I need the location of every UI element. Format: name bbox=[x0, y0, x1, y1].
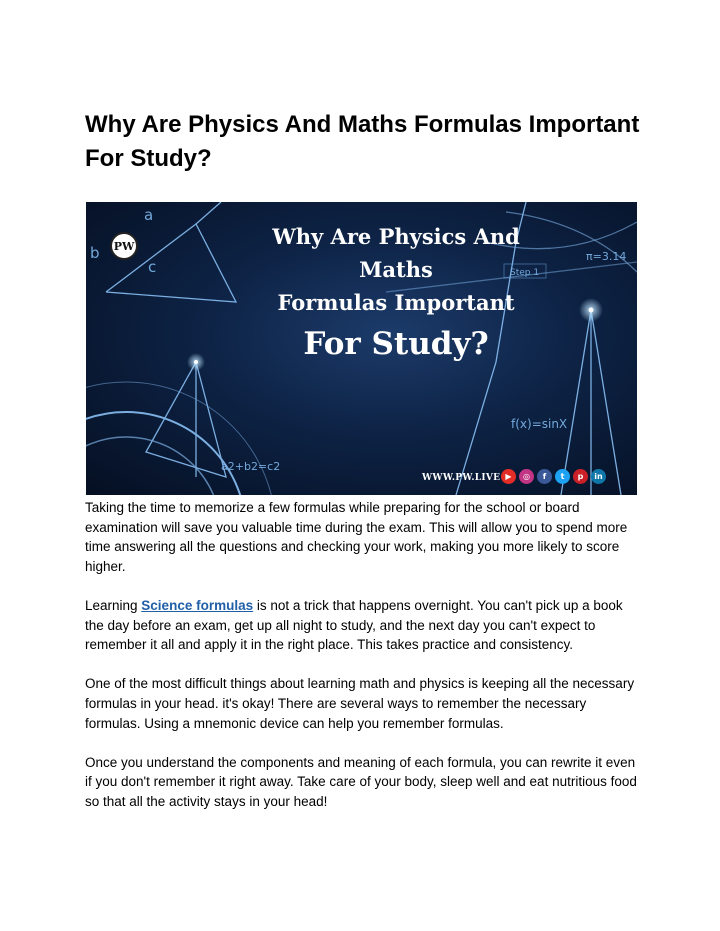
banner-headline bbox=[231, 220, 561, 367]
science-formulas-link[interactable]: Science formulas bbox=[141, 597, 254, 613]
paragraph-1: Taking the time to memorize a few formulas while preparing for the school or board examination will save you valuable time during the exam. This will allow you to spend more time answering all the questions and checking your work, making you more likely to score higher. bbox=[85, 500, 628, 574]
twitter-icon: t bbox=[555, 469, 570, 484]
paragraph-4: Once you understand the components and meaning of each formula, you can rewrite it even if you don't remember it right away. Take care of your body, sleep well and eat nutritious food so that all the activity stays in your head! bbox=[85, 754, 637, 809]
instagram-icon: ◎ bbox=[519, 469, 534, 484]
facebook-icon: f bbox=[537, 469, 552, 484]
math-label-pi: π=3.14 bbox=[586, 250, 627, 263]
banner-headline-line-3: Formulas Important bbox=[277, 290, 515, 315]
paragraph-2-lead: Learning bbox=[85, 597, 142, 613]
article-banner-image bbox=[86, 202, 637, 495]
math-label-pythagoras: a2+b2=c2 bbox=[221, 460, 281, 473]
paragraph-2 bbox=[85, 596, 641, 655]
banner-headline-line-2: Maths bbox=[359, 257, 433, 282]
article-body bbox=[85, 498, 641, 831]
pw-logo: PW bbox=[110, 232, 138, 260]
math-label-c: c bbox=[148, 258, 157, 276]
article-title: Why Are Physics And Maths Formulas Important For Study? bbox=[85, 111, 640, 172]
pinterest-icon: p bbox=[573, 469, 588, 484]
banner-headline-line-4: For Study? bbox=[303, 326, 489, 362]
social-icons bbox=[501, 469, 606, 484]
linkedin-icon: in bbox=[591, 469, 606, 484]
math-label-step: Step 1 bbox=[510, 268, 540, 278]
banner-site-url: WWW.PW.LIVE bbox=[422, 473, 501, 483]
paragraph-2-rest: is not a trick that happens overnight. You can't pick up a book the day before an exam, get up all night to study, and the next day you can't expect to remember it all and apply it in the right place. This takes practice and consistency. bbox=[85, 597, 623, 653]
youtube-icon: ▶ bbox=[501, 469, 516, 484]
math-label-a: a bbox=[144, 206, 154, 224]
math-label-b: b bbox=[90, 244, 100, 262]
banner-headline-line-1: Why Are Physics And bbox=[272, 224, 520, 249]
math-label-fx: f(x)=sinX bbox=[511, 417, 568, 431]
paragraph-3: One of the most difficult things about learning math and physics is keeping all the necessary formulas in your head. it's okay! There are several ways to remember the necessary formulas. Using a mnemonic device can help you remember formulas. bbox=[85, 676, 635, 731]
